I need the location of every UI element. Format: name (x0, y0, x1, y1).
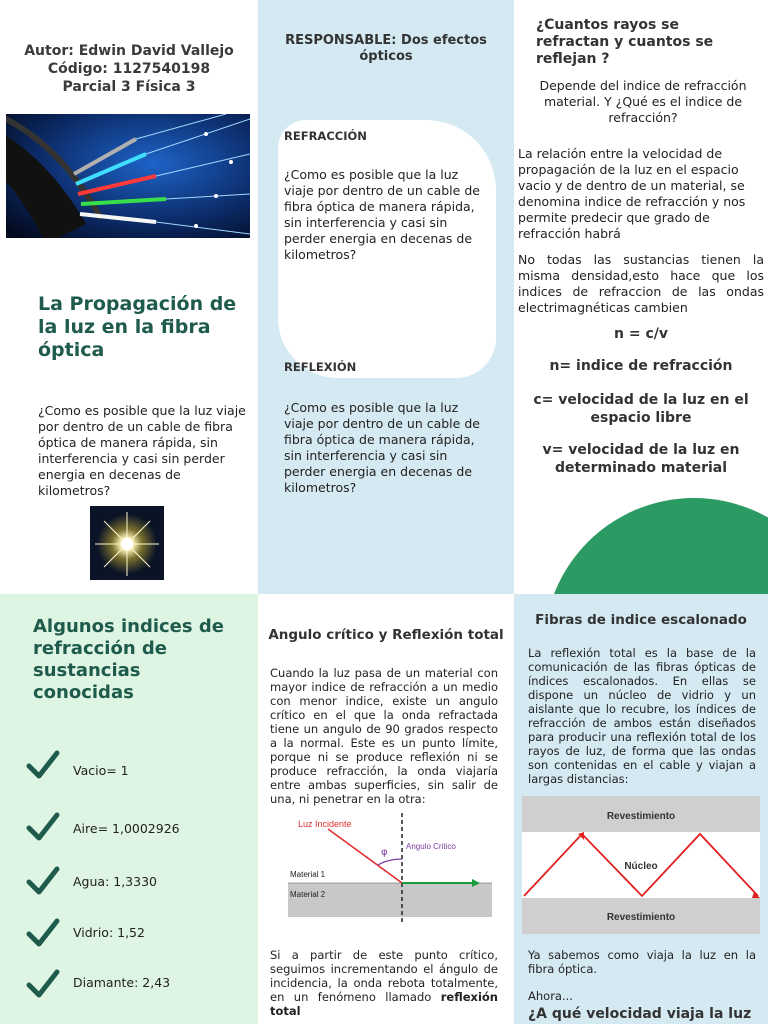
refraction-text: ¿Como es posible que la luz viaje por dentro de un cable de fibra óptica de manera rápida, sin interferencia y casi sin perder energia en decenas de kilometros? (284, 167, 480, 262)
check-icon (26, 866, 60, 896)
critical-angle-label: Angulo Critico (406, 842, 456, 851)
index-item-vacuum: Vacio= 1 (73, 763, 129, 778)
def-n: n= indice de refracción (549, 358, 733, 374)
material-2-label: Material 2 (290, 890, 326, 899)
total-reflection-text: Si a partir de este punto crítico, seguimos incrementando el ángulo de incidencia, la onda rebota totalmente, en un fenómeno llamado (270, 948, 498, 1004)
total-reflection-term: reflexión total (270, 990, 498, 1018)
formula: n = c/v (614, 326, 668, 342)
panel-index-list (0, 594, 258, 1024)
check-icon (26, 969, 60, 999)
core-label: Núcleo (624, 861, 658, 872)
check-icon (26, 918, 60, 948)
material-1-label: Material 1 (290, 870, 326, 879)
step-index-fiber-diagram (522, 796, 760, 934)
panel-optical-effects (258, 0, 514, 594)
decorative-green-circle (544, 498, 768, 594)
intro-question: ¿Como es posible que la luz viaje por dentro de un cable de fibra óptica de manera rápida, sin interferencia y casi sin perder energia en decenas de kilometros? (38, 403, 246, 498)
critical-angle-title: Angulo crítico y Reflexión total (268, 627, 504, 643)
phi-label: φ (381, 847, 388, 858)
author-block (0, 42, 258, 96)
index-item-air: Aire= 1,0002926 (73, 821, 180, 836)
index-item-glass: Vidrio: 1,52 (73, 925, 145, 940)
index-question: Depende del indice de refracción material. Y ¿Qué es el indice de refracción? (539, 78, 747, 125)
check-icon (26, 750, 60, 780)
step-index-title: Fibras de indice escalonado (535, 612, 747, 628)
panel-step-index-fiber (514, 594, 768, 1024)
check-icon (26, 812, 60, 842)
now-text: Ahora... (528, 989, 573, 1003)
reflection-text: ¿Como es posible que la luz viaje por dentro de un cable de fibra óptica de manera rápida, sin interferencia y casi sin perder energia en decenas de kilometros? (284, 400, 480, 495)
course-line: Parcial 3 Física 3 (62, 79, 196, 95)
cladding-top-label: Revestimiento (606, 811, 676, 822)
refraction-label: REFRACCIÓN (284, 129, 367, 143)
critical-angle-paragraph: Cuando la luz pasa de un material con mayor indice de refracción a un medio con menor indice, existe un angulo crítico en el que la onda refractada tiene un angulo de 90 grados respecto a la normal. Este es un punto límite, porque ni se produce reflexión ni se produce refracción, la onda viajaría entre ambas superficies, sin salir de una, ni penetrar en la otra: (270, 666, 498, 806)
index-list-title: Algunos indices de refracción de sustancias conocidas (33, 616, 224, 703)
cladding-bottom-label: Revestimiento (606, 912, 676, 923)
reflection-label: REFLEXIÓN (284, 360, 357, 374)
rays-question-title: ¿Cuantos rayos se refractan y cuantos se reflejan ? (536, 17, 714, 67)
fiber-summary: Ya sabemos como viaja la luz en la fibra óptica. (528, 948, 756, 976)
main-title: La Propagación de la luz en la fibra óptica (38, 293, 237, 361)
fiber-optic-cable-image (6, 114, 250, 238)
def-v: v= velocidad de la luz en determinado material (542, 442, 740, 476)
light-star-image (90, 506, 164, 580)
speed-question: ¿A qué velocidad viaja la luz (528, 1006, 752, 1022)
panel-critical-angle (258, 594, 514, 1024)
def-c: c= velocidad de la luz en el espacio libre (533, 392, 749, 426)
author-line: Autor: Edwin David Vallejo (24, 43, 234, 59)
step-index-paragraph: La reflexión total es la base de la comunicación de las fibras ópticas de índices escalonados. En ellas se dispone un núcleo de vidrio y un aislante que lo recubre, los índices de refracción de ambos están diseñados para producir una reflexión total de los rayos de luz, de forma que las ondas son contenidas en el cable y viajan a largas distancias: (528, 646, 756, 786)
critical-angle-diagram (268, 807, 504, 929)
panel-refractive-index (514, 0, 768, 594)
index-item-diamond: Diamante: 2,43 (73, 975, 171, 990)
index-definition: La relación entre la velocidad de propagación de la luz en el espacio vacio y de dentro de un material, se denomina indice de refracción y nos permite predecir que grado de refracción habrá (518, 146, 746, 241)
panel-intro (0, 0, 258, 594)
density-paragraph: No todas las sustancias tienen la misma densidad,esto hace que los indices de refraccion de las ondas electrimagnéticas cambien (518, 252, 764, 315)
code-line: Código: 1127540198 (47, 61, 211, 77)
responsible-heading: RESPONSABLE: Dos efectos ópticos (285, 33, 487, 64)
index-item-water: Agua: 1,3330 (73, 874, 157, 889)
incident-light-label: Luz Incidente (298, 819, 352, 829)
total-reflection-paragraph (270, 948, 498, 1018)
